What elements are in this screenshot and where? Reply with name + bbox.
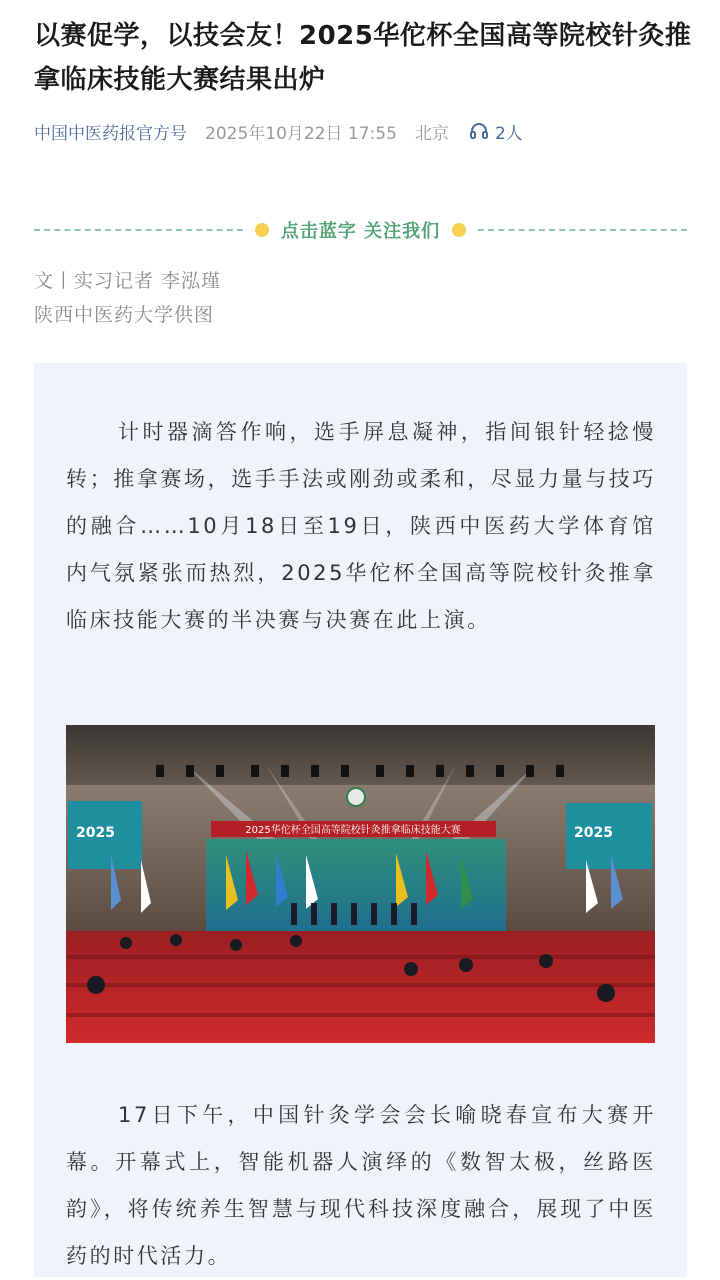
headphones-icon — [469, 122, 489, 140]
article-body — [34, 363, 687, 1277]
paragraph-2: 17日下午，中国针灸学会会长喻晓春宣布大赛开幕。开幕式上，智能机器人演绎的《数智太极，丝路医韵》，将传统养生智慧与现代科技深度融合，展现了中医药的时代活力。 — [66, 1103, 656, 1268]
event-photo[interactable] — [66, 725, 655, 1043]
article-meta — [34, 118, 523, 144]
dot-right — [452, 223, 466, 237]
right-screen-year: 2025 — [574, 825, 613, 841]
account-name-link[interactable]: 中国中医药报官方号 — [34, 123, 187, 144]
listen-button[interactable] — [469, 119, 523, 144]
follow-banner[interactable] — [34, 215, 687, 245]
divider-left — [34, 229, 243, 231]
left-screen-year: 2025 — [76, 825, 115, 841]
dot-left — [255, 223, 269, 237]
divider-right — [478, 229, 687, 231]
paragraph-1: 计时器滴答作响，选手屏息凝神，指间银针轻捻慢转；推拿赛场，选手手法或刚劲或柔和，尽显力量与技巧的融合……10月18日至19日，陕西中医药大学体育馆内气氛紧张而热烈，2025华佗杯全国高等院校针灸推拿临床技能大赛的半决赛与决赛在此上演。 — [66, 420, 656, 632]
article-title: 以赛促学，以技会友！2025华佗杯全国高等院校针灸推拿临床技能大赛结果出炉 — [34, 21, 692, 95]
follow-text[interactable]: 点击蓝字 关注我们 — [280, 221, 441, 242]
publish-location: 北京 — [414, 123, 449, 144]
publish-date: 2025年10月22日 17:55 — [205, 123, 397, 144]
photo-credit: 陕西中医药大学供图 — [34, 304, 215, 326]
photo-banner-text: 2025华佗杯全国高等院校针灸推拿临床技能大赛 — [245, 825, 461, 836]
listen-count: 2人 — [494, 123, 523, 144]
author-credit: 文丨实习记者 李泓瑾 — [34, 270, 222, 292]
